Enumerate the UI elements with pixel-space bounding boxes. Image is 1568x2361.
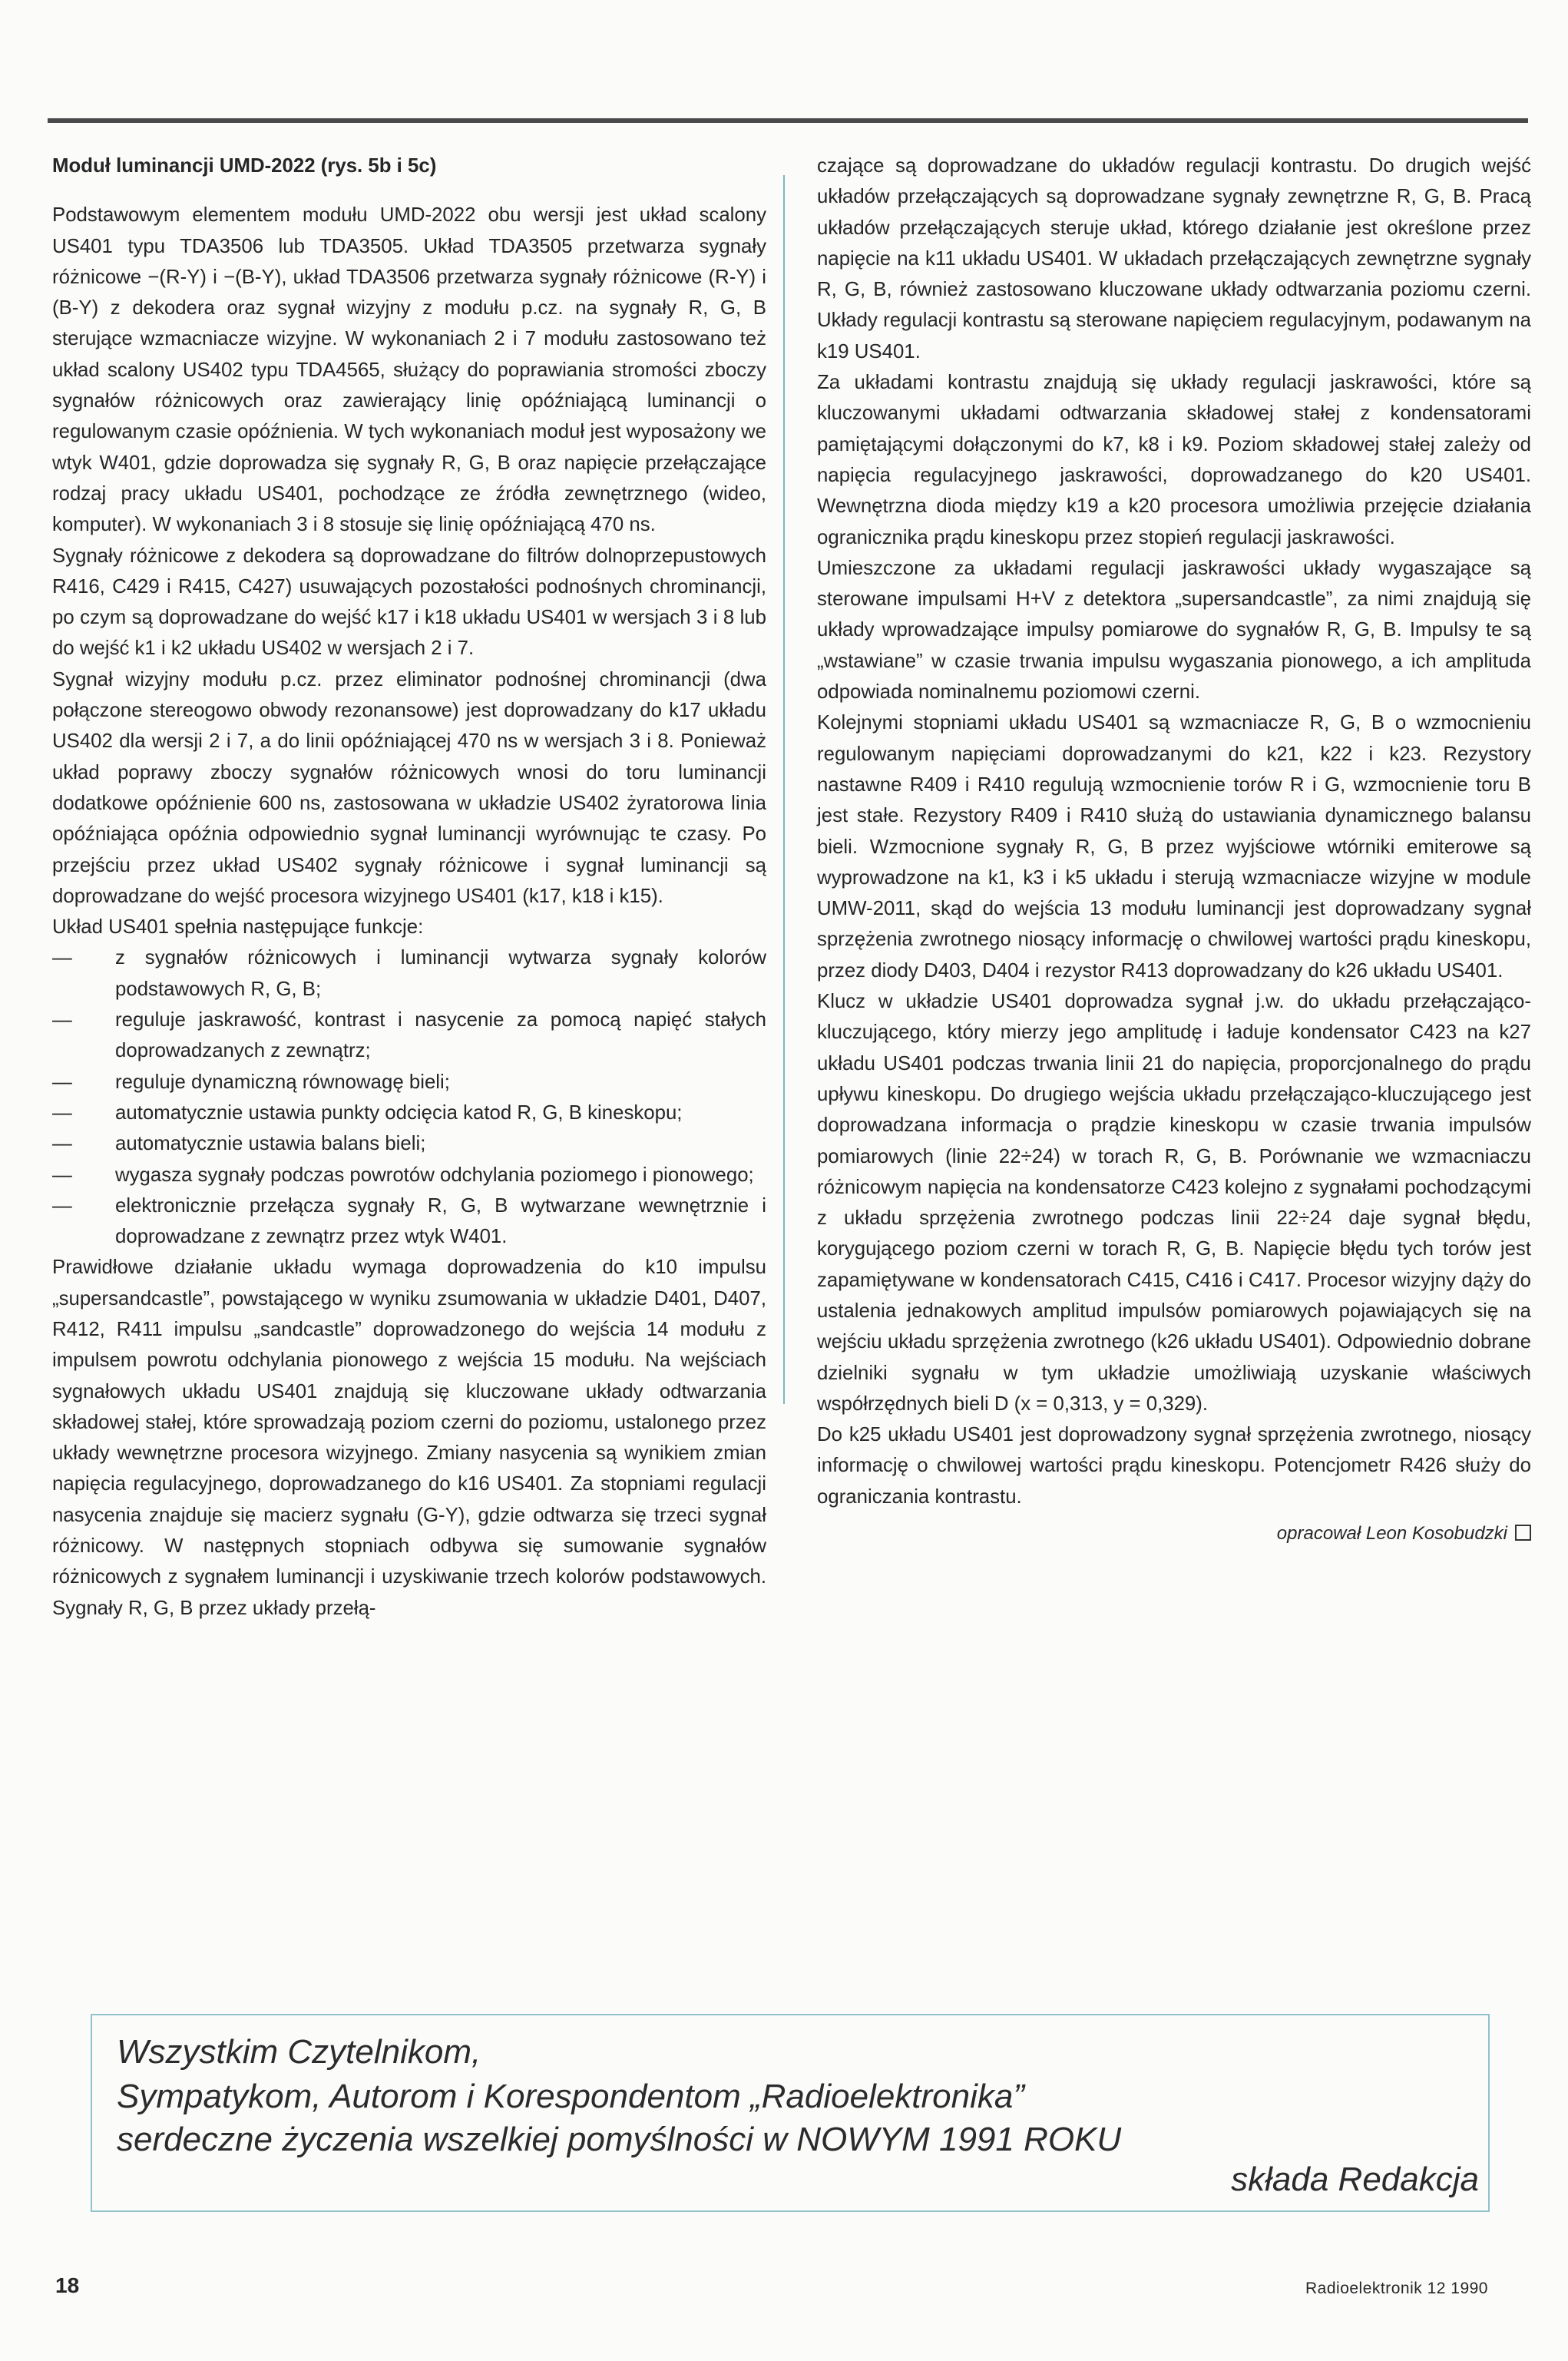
list-item-text: wygasza sygnały podczas powrotów odchylania poziomego i pionowego;: [115, 1164, 754, 1186]
list-item: [52, 1190, 766, 1253]
dash-icon: —: [52, 1071, 72, 1093]
paragraph: Podstawowym elementem modułu UMD-2022 obu wersji jest układ scalony US401 typu TDA3506 lub TDA3505. Układ TDA3505 przetwarza sygnały różnicowe −(R-Y) i −(B-Y), układ TDA3506 przetwarza sygnały różnicowe (R-Y) i (B-Y) z dekodera oraz sygnał wizyjny z modułu p.cz. na sygnały R, G, B sterujące wzmacniacze wizyjne. W wykonaniach 2 i 7 modułu zastosowano też układ scalony US402 typu TDA4565, służący do poprawiania stromości zboczy sygnałów różnicowych oraz zawierający linię opóźniającą luminancji o regulowanym czasie opóźnienia. W tych wykonaniach moduł jest wyposażony we wtyk W401, gdzie doprowadza się sygnały R, G, B oraz napięcie przełączające rodzaj pracy układu US401, pochodzące ze źródła zewnętrznego (wideo, komputer). W wykonaniach 3 i 8 stosuje się linię opóźniającą 470 ns.: [52, 204, 766, 536]
list-item-text: z sygnałów różnicowych i luminancji wytwarza sygnały kolorów podstawowych R, G, B;: [115, 947, 766, 1000]
dash-icon: —: [52, 1164, 72, 1186]
list-item-text: automatycznie ustawia balans bieli;: [115, 1133, 426, 1155]
list-item-text: reguluje jaskrawość, kontrast i nasycenie za pomocą napięć stałych doprowadzanych z zewnątrz;: [115, 1009, 766, 1062]
article-heading: Moduł luminancji UMD-2022 (rys. 5b i 5c): [52, 155, 437, 177]
magazine-issue: Radioelektronik 12 1990: [1305, 2280, 1488, 2297]
greeting-line: Wszystkim Czytelnikom,: [117, 2033, 481, 2071]
list-item: [52, 1098, 766, 1128]
paragraph: Sygnały różnicowe z dekodera są doprowadzane do filtrów dolnoprzepustowych R416, C429 i R415, C427) usuwających pozostałości podnośnych chrominancji, po czym są doprowadzane do wejść k17 i k18 układu US401 w wersjach 3 i 8 lub do wejść k1 i k2 układu US402 w wersjach 2 i 7.: [52, 545, 766, 660]
list-item-text: reguluje dynamiczną równowagę bieli;: [115, 1071, 450, 1093]
dash-icon: —: [52, 1009, 72, 1031]
paragraph: Do k25 układu US401 jest doprowadzony sygnał sprzężenia zwrotnego, niosący informację o chwilowej wartości prądu kineskopu. Potencjometr R426 służy do ograniczania kontrastu.: [817, 1424, 1531, 1508]
list-item: [52, 1005, 766, 1067]
list-item: [52, 1067, 766, 1098]
paragraph: Układ US401 spełnia następujące funkcje:: [52, 916, 424, 939]
dash-icon: —: [52, 1194, 72, 1217]
paragraph: Prawidłowe działanie układu wymaga doprowadzenia do k10 impulsu „supersandcastle”, powstającego w wyniku zsumowania w układzie D401, D407, R412, R411 impulsu „sandcastle” doprowadzonego do wejścia 14 modułu z impulsem powrotu odchylania pionowego z wejścia 15 modułu. Na wejściach sygnałowych układu US401 znajdują się kluczowane układy odtwarzania składowej stałej, które sprowadzają poziom czerni do poziomu, ustalonego przez układy wewnętrzne procesora wizyjnego. Zmiany nasycenia są wynikiem zmian napięcia regulacyjnego, doprowadzanego do k16 US401. Za stopniami regulacji nasycenia znajduje się macierz sygnału (G-Y), gdzie odtwarza się trzeci sygnał różnicowy. W następnych stopniach odbywa się sumowanie sygnałów różnicowych z sygnałem luminancji i uzyskiwanie trzech kolorów podstawowych. Sygnały R, G, B przez układy przełą-: [52, 1257, 766, 1619]
paragraph: Klucz w układzie US401 doprowadza sygnał j.w. do układu przełączająco-kluczującego, który mierzy jego amplitudę i ładuje kondensator C423 na k27 układu US401 podczas trwania linii 21 do napięcia, proporcjonalnego do prądu upływu kineskopu. Do drugiego wejścia układu przełączająco-kluczującego jest doprowadzana informacja o prądzie kineskopu w czasie trwania impulsów pomiarowych (linie 22÷24) w torach R, G, B. Porównanie we wzmacniaczu różnicowym napięcia na kondensatorze C423 kolejno z sygnałami pochodzącymi z układu sprzężenia zwrotnego podczas linii 22÷24 daje sygnał błędu, korygującego poziom czerni w torach R, G, B. Napięcie błędu tych torów jest zapamiętywane w kondensatorach C415, C416 i C417. Procesor wizyjny dąży do ustalenia jednakowych amplitud impulsów pomiarowych pojawiających się na wejściu układu sprzężenia zwrotnego (k26 układu US401). Odpowiednio dobrane dzielniki sygnału w tym układzie umożliwiają uzyskanie właściwych współrzędnych bieli D (x = 0,313, y = 0,329).: [817, 991, 1531, 1415]
paragraph: czające są doprowadzane do układów regulacji kontrastu. Do drugich wejść układów przełączających są doprowadzane sygnały zewnętrzne R, G, B. Pracą układów przełączających steruje układ, którego działanie jest określone przez napięcie na k11 układu US401. W układach przełączających zewnętrzne sygnały R, G, B, również zastosowano kluczowane układy odtwarzania poziomu czerni. Układy regulacji kontrastu są sterowane napięciem regulacyjnym, podawanym na k19 US401.: [817, 155, 1531, 363]
dash-icon: —: [52, 1133, 72, 1155]
greeting-line: Sympatykom, Autorom i Korespondentom „Radioelektronika”: [117, 2078, 1025, 2115]
dash-icon: —: [52, 1101, 72, 1124]
list-item-text: elektronicznie przełącza sygnały R, G, B wytwarzane wewnętrznie i doprowadzane z zewnątrz przez wtyk W401.: [115, 1194, 766, 1248]
greeting-signature: składa Redakcja: [1231, 2161, 1479, 2198]
right-column: [817, 151, 1531, 1549]
paragraph: Za układami kontrastu znajdują się układy regulacji jaskrawości, które są kluczowanymi układami odtwarzania składowej stałej z kondensatorami pamiętającymi dołączonymi do k7, k8 i k9. Poziom składowej stałej zależy od napięcia regulacyjnego jaskrawości, doprowadzanego do k20 US401. Wewnętrzna dioda między k19 a k20 procesora umożliwia przejęcie działania ogranicznika prądu kineskopu przez stopień regulacji jaskrawości.: [817, 372, 1531, 548]
function-list: [52, 942, 766, 1252]
greeting-line: serdeczne życzenia wszelkiej pomyślności w NOWYM 1991 ROKU: [117, 2121, 1122, 2158]
top-rule: [48, 118, 1528, 123]
end-mark-icon: [1515, 1525, 1531, 1541]
paragraph: Kolejnymi stopniami układu US401 są wzmacniacze R, G, B o wzmocnieniu regulowanym napięciami doprowadzanymi do k21, k22 i k23. Rezystory nastawne R409 i R410 regulują wzmocnienie torów R i G, wzmocnienie toru B jest stałe. Rezystory R409 i R410 służą do ustawiania dynamicznego balansu bieli. Wzmocnione sygnały R, G, B przez wyjściowe wtórniki emiterowe są wyprowadzone na k1, k3 i k5 układu i sterują wzmacniacze wizyjne w module UMW-2011, skąd do wejścia 13 modułu luminancji jest doprowadzany sygnał sprzężenia zwrotnego niosący informację o chwilowej wartości prądu kineskopu, przez diody D403, D404 i rezystor R413 doprowadzany do k26 układu US401.: [817, 712, 1531, 982]
author-signature: [817, 1518, 1531, 1549]
dash-icon: —: [52, 947, 72, 969]
list-item: [52, 1128, 766, 1159]
paragraph: Sygnał wizyjny modułu p.cz. przez eliminator podnośnej chrominancji (dwa połączone stereogowo obwody rezonansowe) jest doprowadzany do k17 układu US402 dla wersji 2 i 7, a do linii opóźniającej 470 ns w wersjach 3 i 8. Ponieważ układ poprawy zboczy sygnałów różnicowych wnosi do toru luminancji dodatkowe opóźnienie 600 ns, zastosowana w układzie US402 żyratorowa linia opóźniająca opóźnia odpowiednio sygnał luminancji wyrównując te czasy. Po przejściu przez układ US402 sygnały różnicowe i sygnał luminancji są doprowadzane do wejść procesora wizyjnego US401 (k17, k18 i k15).: [52, 668, 766, 907]
greeting-box: [91, 2014, 1490, 2212]
paragraph: Umieszczone za układami regulacji jaskrawości układy wygaszające są sterowane impulsami H+V z detektora „supersandcastle”, za nimi znajdują się układy wprowadzające impulsy pomiarowe do sygnałów R, G, B. Impulsy te są „wstawiane” w czasie trwania impulsu wygaszania pionowego, a ich amplituda odpowiada nominalnemu poziomowi czerni.: [817, 557, 1531, 704]
column-divider: [783, 175, 785, 1404]
page-number: 18: [55, 2273, 80, 2297]
list-item: [52, 942, 766, 1005]
left-column: [52, 151, 766, 1624]
list-item-text: automatycznie ustawia punkty odcięcia katod R, G, B kineskopu;: [115, 1101, 683, 1124]
author-name: opracował Leon Kosobudzki: [1276, 1523, 1507, 1545]
list-item: [52, 1160, 766, 1190]
